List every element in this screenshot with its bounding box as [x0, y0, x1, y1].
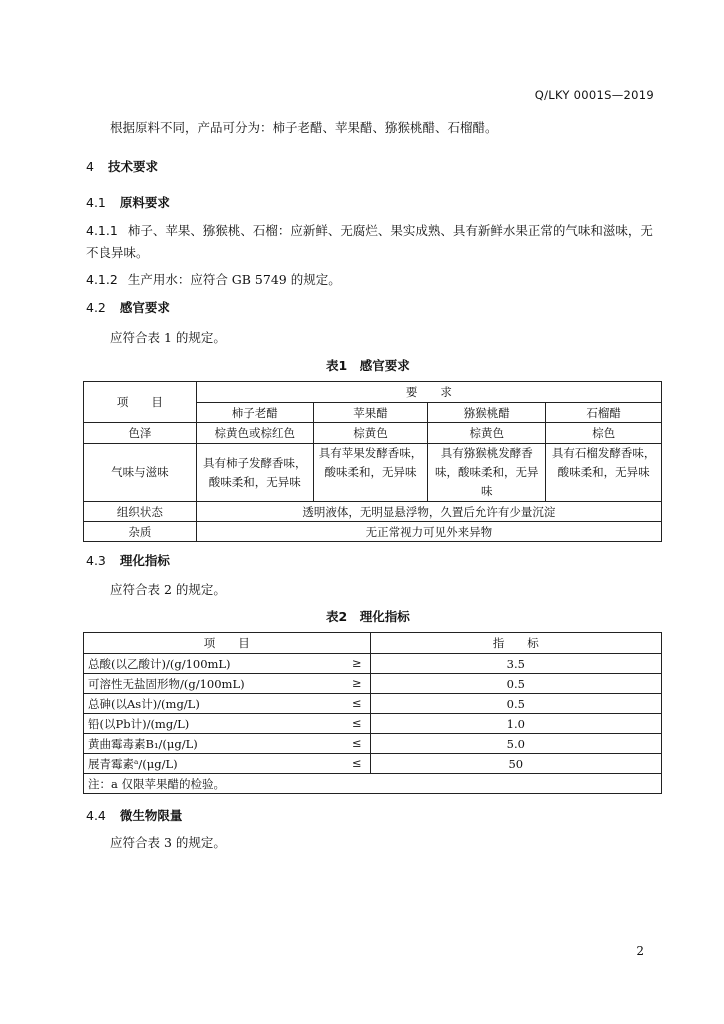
clause-text: 柿子、苹果、猕猴桃、石榴：应新鲜、无腐烂、果实成熟、具有新鲜水果正常的气味和滋味，无不良异味。 [86, 223, 653, 260]
impurity-cell: 无正常视力可见外来异物 [196, 522, 661, 542]
section-4-1-heading [86, 193, 170, 211]
color-cell: 棕黄色 [313, 423, 428, 444]
color-cell: 棕黄色或棕红色 [196, 423, 313, 444]
clause-text: 生产用水：应符合 GB 5749 的规定。 [127, 272, 341, 287]
item-name: 铅(以Pb计)/(mg/L) [88, 716, 190, 731]
section-title: 技术要求 [107, 159, 158, 174]
section-4-2-heading [86, 298, 170, 316]
item-name: 总砷(以As计)/(mg/L) [88, 696, 200, 711]
color-cell: 棕色 [546, 423, 662, 444]
table-footnote: 注：a 仅限苹果醋的检验。 [84, 774, 662, 794]
item-name: 可溶性无盐固形物/(g/100mL) [88, 676, 245, 691]
section-title: 感官要求 [119, 300, 170, 315]
row-label-color: 色泽 [84, 423, 197, 444]
section-4-3-heading [86, 551, 170, 569]
indicator-item [84, 654, 371, 674]
table1-title: 表1 感官要求 [326, 358, 410, 373]
item-name: 黄曲霉毒素B₁/(μg/L) [88, 736, 198, 751]
clause-number: 4.1.1 [86, 223, 118, 238]
section-number: 4.2 [86, 300, 106, 315]
table2-title: 表2 理化指标 [326, 609, 410, 624]
row-label-organization: 组织状态 [84, 502, 197, 522]
indicator-item [84, 714, 371, 734]
product-header: 猕猴桃醋 [428, 403, 546, 423]
comparison-operator: ≤ [351, 755, 362, 770]
row-label-taste: 气味与滋味 [84, 444, 197, 502]
product-header: 柿子老醋 [196, 403, 313, 423]
item-name: 总酸(以乙酸计)/(g/100mL) [88, 656, 231, 671]
organization-cell: 透明液体，无明显悬浮物，久置后允许有少量沉淀 [196, 502, 661, 522]
physicochemical-table [83, 632, 662, 794]
section-4-3-note: 应符合表 2 的规定。 [110, 582, 226, 597]
section-title: 原料要求 [119, 195, 170, 210]
indicator-value: 3.5 [370, 654, 661, 674]
indicator-value: 0.5 [370, 694, 661, 714]
comparison-operator: ≤ [351, 695, 362, 710]
product-header: 苹果醋 [313, 403, 428, 423]
section-number: 4.1 [86, 195, 106, 210]
taste-cell: 具有柿子发酵香味， 酸味柔和，无异味 [196, 444, 313, 502]
section-number: 4 [86, 159, 94, 174]
comparison-operator: ≤ [351, 715, 362, 730]
section-4-2-note: 应符合表 1 的规定。 [110, 330, 226, 345]
indicator-item [84, 694, 371, 714]
indicator-item [84, 674, 371, 694]
section-4-heading [86, 157, 158, 175]
clause-number: 4.1.2 [86, 272, 118, 287]
taste-cell: 具有石榴发酵香味， 酸味柔和，无异味 [546, 444, 662, 502]
comparison-operator: ≤ [351, 735, 362, 750]
section-4-4-note: 应符合表 3 的规定。 [110, 835, 226, 850]
page-number: 2 [636, 944, 644, 958]
comparison-operator: ≥ [351, 655, 362, 670]
item-header: 项 目 [84, 382, 197, 423]
intro-paragraph: 根据原料不同，产品可分为：柿子老醋、苹果醋、猕猴桃醋、石榴醋。 [110, 120, 498, 135]
color-cell: 棕黄色 [428, 423, 546, 444]
section-4-4-heading [86, 806, 182, 824]
indicator-value: 50 [370, 754, 661, 774]
section-title: 理化指标 [119, 553, 170, 568]
value-header: 指 标 [370, 633, 661, 654]
requirement-header: 要 求 [196, 382, 661, 403]
comparison-operator: ≥ [351, 675, 362, 690]
section-number: 4.4 [86, 808, 106, 823]
section-number: 4.3 [86, 553, 106, 568]
indicator-item [84, 734, 371, 754]
indicator-value: 1.0 [370, 714, 661, 734]
row-label-impurity: 杂质 [84, 522, 197, 542]
sensory-table [83, 381, 662, 542]
item-name: 展青霉素ᵃ/(μg/L) [88, 756, 178, 771]
document-code: Q/LKY 0001S—2019 [534, 88, 654, 102]
indicator-value: 0.5 [370, 674, 661, 694]
item-header: 项 目 [84, 633, 371, 654]
taste-cell: 具有苹果发酵香味， 酸味柔和，无异味 [313, 444, 428, 502]
clause-4-1-1 [86, 220, 662, 264]
product-header: 石榴醋 [546, 403, 662, 423]
indicator-value: 5.0 [370, 734, 661, 754]
clause-4-1-2 [86, 270, 341, 288]
section-title: 微生物限量 [119, 808, 183, 823]
indicator-item [84, 754, 371, 774]
taste-cell: 具有猕猴桃发酵香 味，酸味柔和，无异 味 [428, 444, 546, 502]
